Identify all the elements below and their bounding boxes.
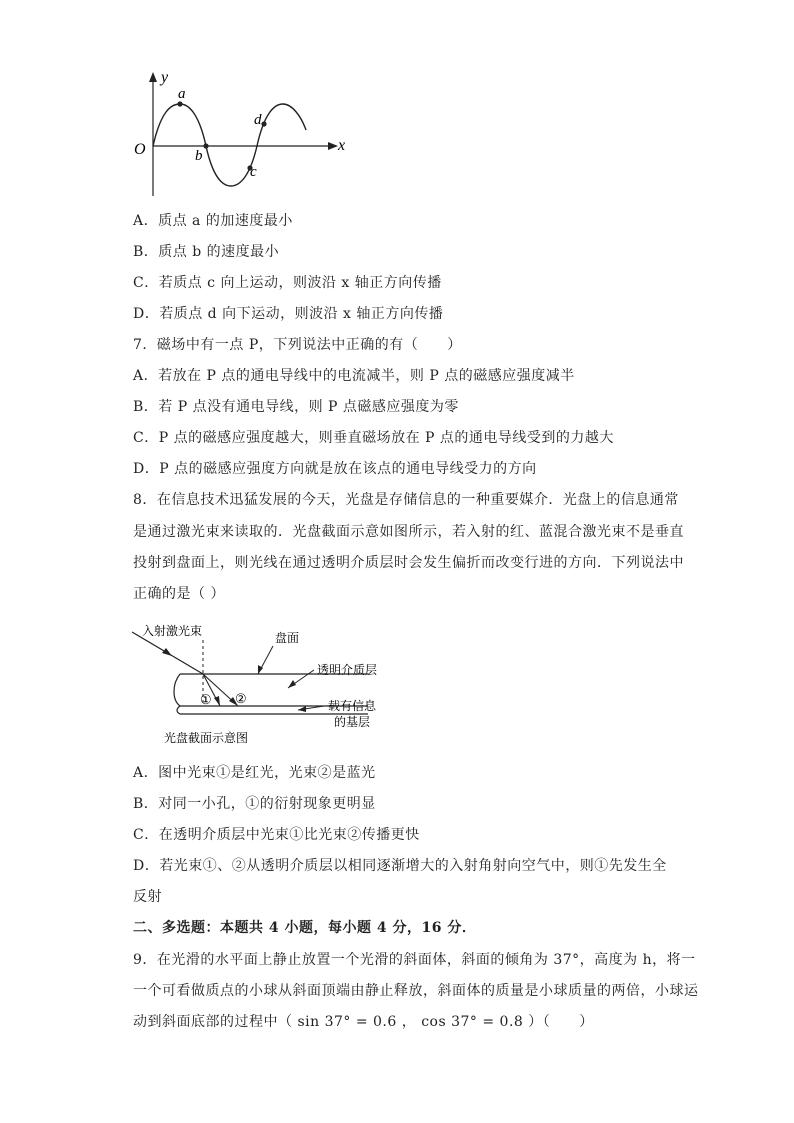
q8-option-c: C．在透明介质层中光束①比光束②传播更快 <box>133 827 420 843</box>
disc-left-edge <box>174 674 180 706</box>
surface-label: 盘面 <box>275 631 300 645</box>
point-a-dot <box>177 101 182 106</box>
point-b-label: b <box>195 148 203 164</box>
substrate-pointer-arrow <box>298 706 306 712</box>
substrate-label-2: 的基层 <box>334 715 371 729</box>
q9-line-3: 动到斜面底部的过程中（ sin 37° = 0.6 ， cos 37° = 0.8 ）（ ） <box>133 1014 594 1030</box>
q6-option-d: D．若质点 d 向下运动，则波沿 x 轴正方向传播 <box>133 306 444 322</box>
q8-option-d-continued: 反射 <box>133 889 162 905</box>
x-axis-arrow <box>328 142 338 150</box>
q8-stem-line-4: 正确的是（ ） <box>133 586 225 602</box>
q6-option-b: B．质点 b 的速度最小 <box>133 244 280 260</box>
q9-line-2: 一个可看做质点的小球从斜面顶端由静止释放，斜面体的质量是小球质量的两倍，小球运 <box>133 983 699 999</box>
x-axis-label: x <box>338 137 346 154</box>
q8-option-d: D．若光束①、②从透明介质层以相同逐渐增大的入射角射向空气中，则①先发生全 <box>133 858 667 874</box>
q7-option-d: D．P 点的磁感应强度方向就是放在该点的通电导线受力的方向 <box>133 461 537 477</box>
incident-arrow <box>162 648 172 656</box>
q8-stem-line-3: 投射到盘面上，则光线在通过透明介质层时会发生偏折而改变行进的方向．下列说法中 <box>133 555 684 571</box>
q7-option-b: B．若 P 点没有通电导线，则 P 点磁感应强度为零 <box>133 399 459 415</box>
q9-line-1: 9．在光滑的水平面上静止放置一个光滑的斜面体，斜面的倾角为 37°，高度为 h，将一 <box>133 952 696 968</box>
y-axis-label: y <box>161 69 169 86</box>
wave-curve <box>153 104 306 186</box>
point-d-label: d <box>254 112 262 128</box>
disc-figure <box>128 618 398 750</box>
q8-option-a: A．图中光束①是红光，光束②是蓝光 <box>133 765 376 781</box>
q8-stem-line-2: 是通过激光束来读取的．光盘截面示意如图所示，若入射的红、蓝混合激光束不是垂直 <box>133 524 684 540</box>
q7-option-a: A．若放在 P 点的通电导线中的电流减半，则 P 点的磁感应强度减半 <box>133 368 575 384</box>
q6-option-c: C．若质点 c 向上运动，则波沿 x 轴正方向传播 <box>133 275 442 291</box>
q7-option-c: C．P 点的磁感应强度越大，则垂直磁场放在 P 点的通电导线受到的力越大 <box>133 430 614 446</box>
point-d-dot <box>261 121 266 126</box>
q6-option-a: A．质点 a 的加速度最小 <box>133 213 293 229</box>
medium-label: 透明介质层 <box>317 663 378 677</box>
q7-stem: 7．磁场中有一点 P，下列说法中正确的有（ ） <box>133 337 462 353</box>
wave-figure <box>128 66 358 202</box>
point-c-label: c <box>250 164 257 180</box>
substrate-left-edge <box>177 706 180 714</box>
incident-label: 入射激光束 <box>142 624 203 638</box>
point-b-dot <box>203 143 208 148</box>
point-a-label: a <box>178 86 186 102</box>
q8-stem-line-1: 8．在信息技术迅猛发展的今天，光盘是存储信息的一种重要媒介．光盘上的信息通常 <box>133 492 679 508</box>
beam-1-label: ① <box>200 692 212 707</box>
section-2-header: 二、多选题：本题共 4 小题，每小题 4 分，16 分． <box>133 920 477 936</box>
y-axis-arrow <box>149 72 157 82</box>
medium-pointer-arrow <box>288 680 296 688</box>
beam-2-label: ② <box>235 691 247 706</box>
substrate-label-1: 载有信息 <box>328 699 377 713</box>
origin-label: O <box>134 141 146 158</box>
q8-option-b: B．对同一小孔，①的衍射现象更明显 <box>133 796 376 812</box>
disc-caption: 光盘截面示意图 <box>164 731 249 745</box>
